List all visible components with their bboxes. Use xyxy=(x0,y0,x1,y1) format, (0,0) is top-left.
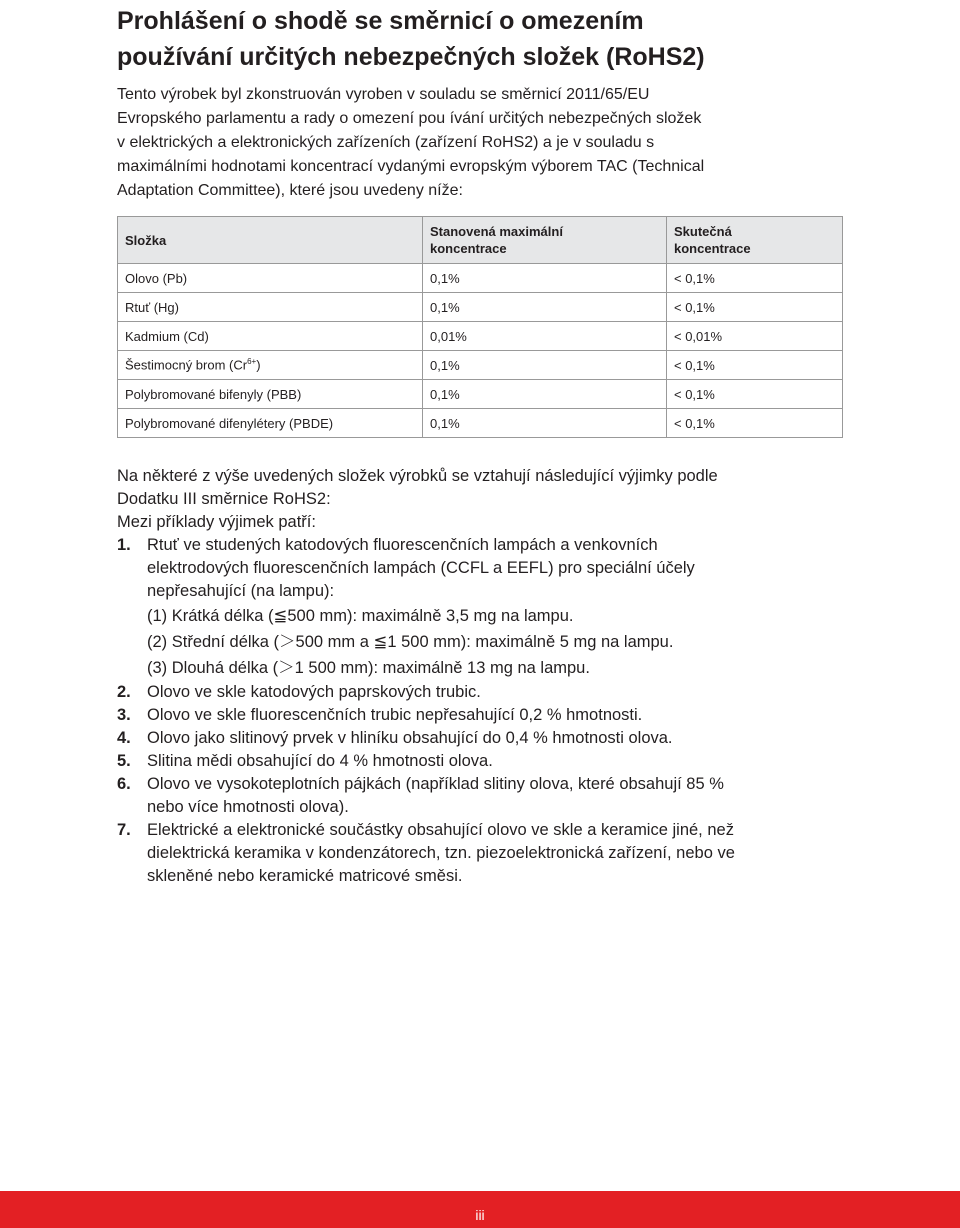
page-title-line-1: Prohlášení o shodě se směrnicí o omezením xyxy=(117,7,644,35)
list-item-text: Olovo jako slitinový prvek v hliníku obsahující do 0,4 % hmotnosti olova. xyxy=(147,729,673,747)
list-item-text: Olovo ve skle fluorescenčních trubic nepřesahující 0,2 % hmotnosti. xyxy=(147,706,643,724)
cell-component: Olovo (Pb) xyxy=(118,264,423,293)
list-item-number: 5. xyxy=(117,752,131,770)
intro-line: Tento výrobek byl zkonstruován vyroben v souladu se směrnicí 2011/65/EU xyxy=(117,86,650,103)
list-item-text: nebo více hmotnosti olova). xyxy=(147,798,349,816)
header-component: Složka xyxy=(118,217,423,264)
cell-max: 0,01% xyxy=(423,322,667,351)
sub-list-item: (1) Krátká délka (≦500 mm): maximálně 3,5 mg na lampu. xyxy=(147,607,574,625)
table-row xyxy=(118,380,843,409)
list-item xyxy=(117,534,937,603)
cell-component: Polybromované difenylétery (PBDE) xyxy=(118,409,423,438)
list-item xyxy=(117,773,937,819)
table-row xyxy=(118,264,843,293)
page-title-line-2: používání určitých nebezpečných složek (RoHS2) xyxy=(117,43,705,71)
list-item-text: Olovo ve skle katodových paprskových trubic. xyxy=(147,683,481,701)
cell-component: Rtuť (Hg) xyxy=(118,293,423,322)
list-item xyxy=(117,750,937,773)
cell-actual: < 0,1% xyxy=(667,264,843,293)
page-number: iii xyxy=(475,1207,485,1223)
exemptions-section xyxy=(117,465,937,888)
table-row xyxy=(118,409,843,438)
cell-actual: < 0,1% xyxy=(667,409,843,438)
cell-max: 0,1% xyxy=(423,293,667,322)
table-row xyxy=(118,322,843,351)
header-actual-concentration: Skutečná koncentrace xyxy=(667,217,843,264)
footer-bar xyxy=(0,1191,960,1228)
list-item xyxy=(117,704,937,727)
concentration-table xyxy=(117,216,843,438)
list-item-number: 1. xyxy=(117,536,131,554)
intro-line: Adaptation Committee), které jsou uvedeny níže: xyxy=(117,182,463,199)
list-item-number: 7. xyxy=(117,821,131,839)
list-item xyxy=(117,681,937,704)
sub-list-item: (2) Střední délka (＞500 mm a ≦1 500 mm): maximálně 5 mg na lampu. xyxy=(147,633,674,651)
list-item-text: Rtuť ve studených katodových fluorescenčních lampách a venkovních xyxy=(147,536,658,554)
cell-component: Polybromované bifenyly (PBB) xyxy=(118,380,423,409)
sub-list xyxy=(117,603,937,681)
cell-component: Šestimocný brom $(Cr^{6+})$ xyxy=(118,351,423,380)
list-item-number: 3. xyxy=(117,706,131,724)
list-item-text: dielektrická keramika v kondenzátorech, tzn. piezoelektronická zařízení, nebo ve xyxy=(147,844,735,862)
cell-max: 0,1% xyxy=(423,351,667,380)
examples-label: Mezi příklady výjimek patří: xyxy=(117,513,316,531)
cell-actual: < 0,1% xyxy=(667,293,843,322)
list-item-text: Elektrické a elektronické součástky obsahující olovo ve skle a keramice jiné, než xyxy=(147,821,734,839)
exemptions-intro: Dodatku III směrnice RoHS2: xyxy=(117,490,331,508)
cell-actual: < 0,1% xyxy=(667,380,843,409)
intro-line: maximálními hodnotami koncentrací vydanými evropským výborem TAC (Technical xyxy=(117,158,705,175)
cell-component: Kadmium (Cd) xyxy=(118,322,423,351)
intro-line: v elektrických a elektronických zařízeních (zařízení RoHS2) a je v souladu s xyxy=(117,134,655,151)
list-item-text: skleněné nebo keramické matricové směsi. xyxy=(147,867,463,885)
list-item-text: Slitina mědi obsahující do 4 % hmotnosti olova. xyxy=(147,752,493,770)
table-header-row xyxy=(118,217,843,264)
table-row xyxy=(118,351,843,380)
sub-list-item: (3) Dlouhá délka (＞1 500 mm): maximálně 13 mg na lampu. xyxy=(147,659,590,677)
table-row xyxy=(118,293,843,322)
list-item-text: nepřesahující (na lampu): xyxy=(147,582,335,600)
cell-max: 0,1% xyxy=(423,380,667,409)
cell-actual: < 0,1% xyxy=(667,351,843,380)
exemptions-intro: Na některé z výše uvedených složek výrobků se vztahují následující výjimky podle xyxy=(117,467,718,485)
list-item-number: 4. xyxy=(117,729,131,747)
list-item-text: Olovo ve vysokoteplotních pájkách (například slitiny olova, které obsahují 85 % xyxy=(147,775,724,793)
header-max-concentration: Stanovená maximální koncentrace xyxy=(423,217,667,264)
list-item-number: 6. xyxy=(117,775,131,793)
list-item-text: elektrodových fluorescenčních lampách (CCFL a EEFL) pro speciální účely xyxy=(147,559,695,577)
cell-actual: < 0,01% xyxy=(667,322,843,351)
intro-paragraph xyxy=(117,83,917,203)
cell-max: 0,1% xyxy=(423,264,667,293)
page-title xyxy=(117,3,917,75)
list-item xyxy=(117,819,937,888)
cell-max: 0,1% xyxy=(423,409,667,438)
intro-line: Evropského parlamentu a rady o omezení pou ívání určitých nebezpečných složek xyxy=(117,110,702,127)
list-item-number: 2. xyxy=(117,683,131,701)
list-item xyxy=(117,727,937,750)
